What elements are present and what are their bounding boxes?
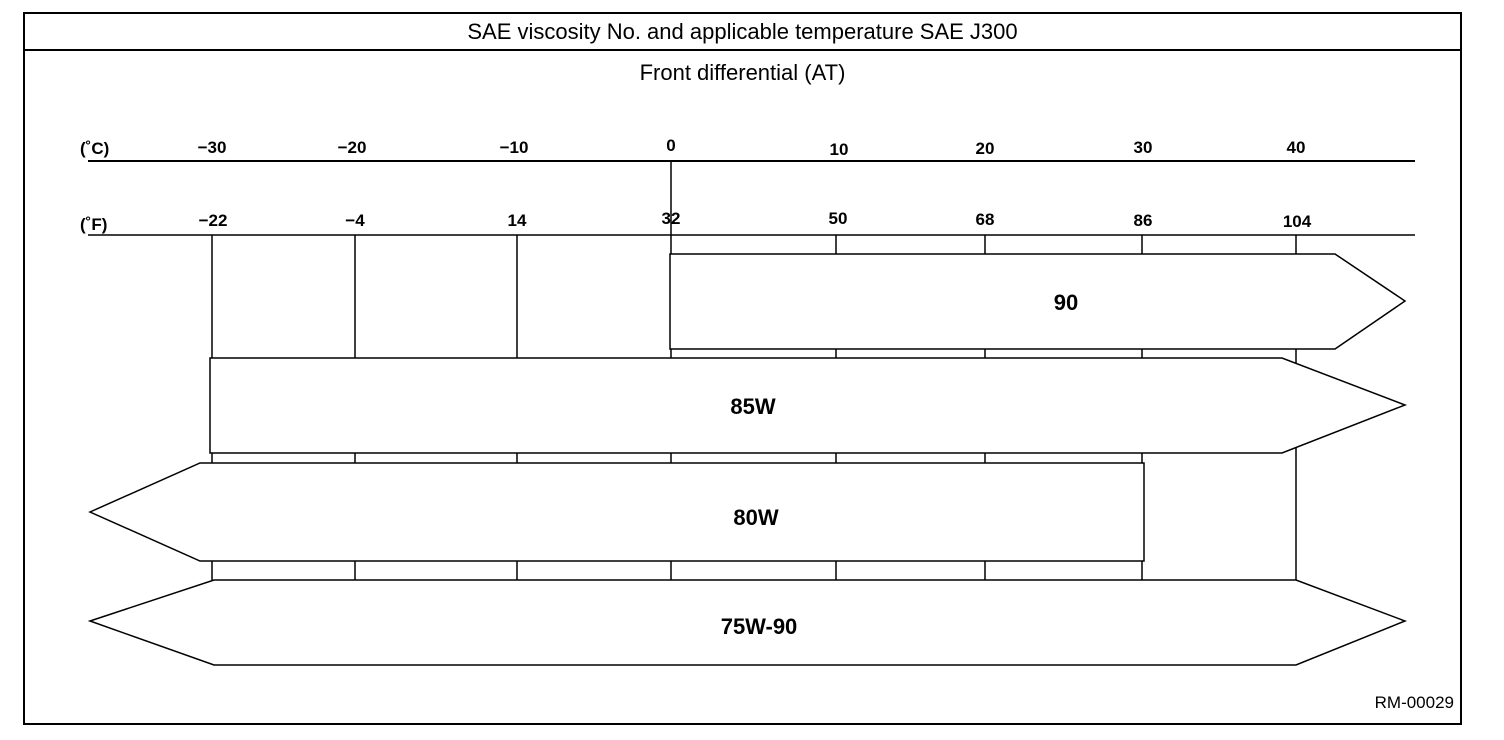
fahrenheit-tick-label: −4 [345,211,365,230]
diagram-subtitle: Front differential (AT) [639,60,846,85]
grade-85w-bar [210,358,1405,453]
celsius-tick-label: 30 [1133,138,1153,157]
grade-90-label: 90 [1053,290,1079,315]
celsius-tick-label: −30 [197,138,227,157]
fahrenheit-tick-label: 104 [1282,212,1312,231]
celsius-tick-label: 40 [1286,138,1306,157]
fahrenheit-tick-label: 14 [507,211,527,230]
celsius-tick-label: −10 [499,138,529,157]
celsius-tick-label: 0 [666,136,676,155]
grade-80w-label: 80W [733,505,779,530]
fahrenheit-tick-label: −22 [198,211,228,230]
fahrenheit-tick-label: 50 [828,209,848,228]
grade-75w-90-label: 75W-90 [720,614,798,639]
fahrenheit-unit-label: (˚F) [80,215,108,234]
fahrenheit-tick-label: 32 [661,209,681,228]
celsius-tick-label: −20 [337,138,367,157]
fahrenheit-tick-label: 68 [975,210,995,229]
grade-80w-bar [90,463,1144,561]
grade-90-bar [670,254,1405,349]
celsius-unit-label: (˚C) [80,139,110,158]
grade-85w-label: 85W [730,394,776,419]
fahrenheit-tick-label: 86 [1133,211,1153,230]
celsius-tick-label: 20 [975,139,995,158]
celsius-tick-label: 10 [829,140,849,159]
reference-code: RM-00029 [1374,693,1454,712]
diagram-title: SAE viscosity No. and applicable temperature SAE J300 [25,14,1460,51]
